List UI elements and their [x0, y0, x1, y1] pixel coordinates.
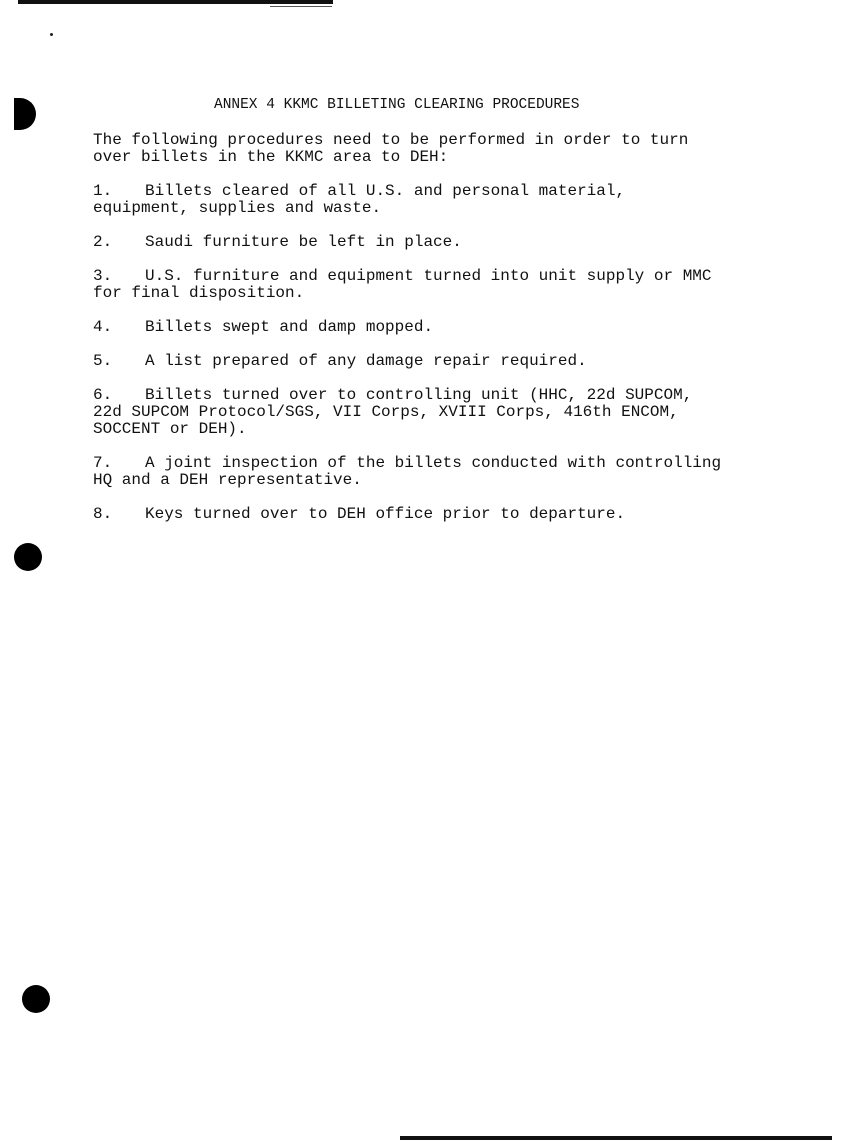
document-title: ANNEX 4 KKMC BILLETING CLEARING PROCEDURES: [214, 97, 580, 113]
procedure-item: [93, 387, 783, 438]
item-text: A list prepared of any damage repair required.: [145, 352, 587, 370]
bottom-edge-mark: [400, 1136, 832, 1140]
item-text: U.S. furniture and equipment turned into unit supply or MMC for final disposition.: [93, 267, 712, 302]
item-number: 2.: [93, 233, 113, 251]
procedure-item: [93, 234, 783, 251]
item-number: 8.: [93, 505, 113, 523]
item-number: 5.: [93, 352, 113, 370]
procedure-item: [93, 319, 783, 336]
procedure-item: [93, 506, 783, 523]
document-page: [93, 97, 783, 540]
item-text: Billets turned over to controlling unit (HHC, 22d SUPCOM, 22d SUPCOM Protocol/SGS, VII Corps, XVIII Corps, 416th ENCOM, SOCCENT or DEH).: [93, 386, 693, 438]
procedure-item: [93, 353, 783, 370]
item-text: Billets cleared of all U.S. and personal material, equipment, supplies and waste.: [93, 182, 626, 217]
item-text: A joint inspection of the billets conducted with controlling HQ and a DEH representative.: [93, 454, 722, 489]
item-number: 6.: [93, 386, 113, 404]
top-edge-line: [270, 6, 332, 7]
intro-paragraph: The following procedures need to be performed in order to turn over billets in the KKMC area to DEH:: [93, 131, 689, 166]
punch-hole-bottom: [22, 985, 50, 1013]
procedure-item: [93, 183, 783, 217]
item-number: 4.: [93, 318, 113, 336]
punch-hole-middle: [14, 543, 42, 571]
item-number: 7.: [93, 454, 113, 472]
item-text: Keys turned over to DEH office prior to departure.: [145, 505, 626, 523]
scan-speck: [50, 33, 53, 36]
item-text: Saudi furniture be left in place.: [145, 233, 462, 251]
procedure-item: [93, 268, 783, 302]
procedure-item: [93, 455, 783, 489]
item-text: Billets swept and damp mopped.: [145, 318, 434, 336]
top-edge-mark: [18, 0, 333, 4]
procedure-list: [93, 183, 783, 523]
item-number: 1.: [93, 182, 113, 200]
item-number: 3.: [93, 267, 113, 285]
punch-hole-top: [14, 98, 36, 130]
